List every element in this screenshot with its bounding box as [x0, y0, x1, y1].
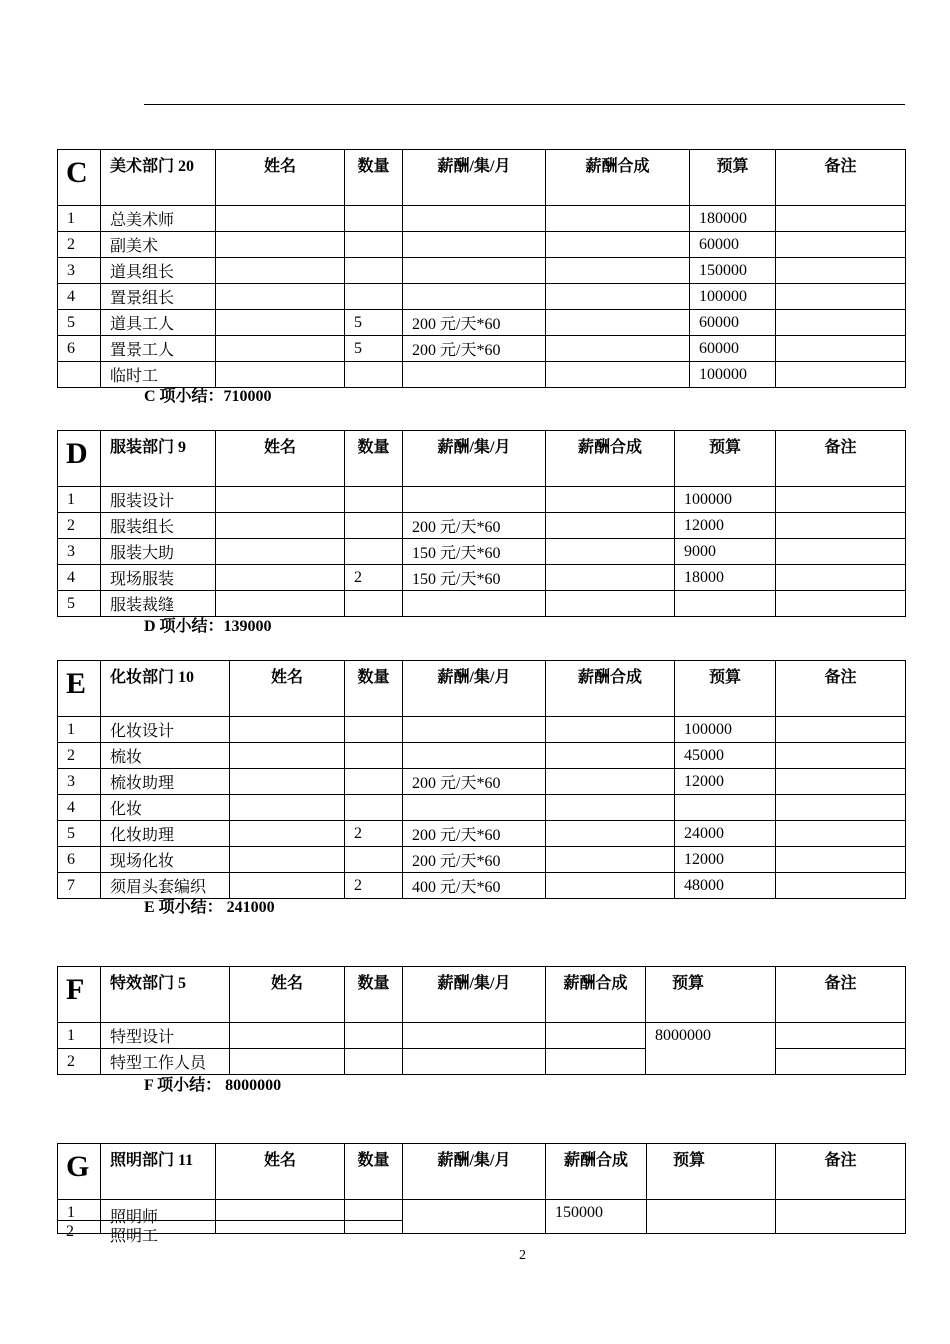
cell-notes — [776, 258, 906, 284]
cell-pay-total — [546, 284, 690, 310]
subtotal-f: F 项小结： 8000000 — [144, 1077, 282, 1094]
cell-qty — [345, 591, 403, 617]
table-row — [58, 1023, 906, 1049]
col-header-qty: 数量 — [345, 1144, 403, 1200]
cell-no: 1 — [58, 206, 101, 232]
cell-budget — [675, 591, 776, 617]
cell-pay-total — [546, 591, 675, 617]
cell-pay-total — [546, 769, 675, 795]
cell-pay-total — [546, 232, 690, 258]
cell-notes — [776, 847, 906, 873]
col-header-name: 姓名 — [230, 967, 345, 1023]
cell-pay — [403, 284, 546, 310]
cell-notes — [776, 873, 906, 899]
table-row — [58, 565, 906, 591]
cell-qty — [345, 513, 403, 539]
cell-notes — [776, 310, 906, 336]
department-title: 服装部门 9 — [101, 431, 216, 487]
col-header-qty: 数量 — [345, 661, 403, 717]
cell-notes — [776, 336, 906, 362]
section-letter: E — [58, 661, 101, 717]
cell-role: 现场服装 — [101, 565, 216, 591]
cell-pay — [403, 1200, 546, 1234]
cell-budget: 12000 — [675, 847, 776, 873]
cell-role: 置景组长 — [101, 284, 216, 310]
cell-qty — [345, 717, 403, 743]
cell-no: 5 — [58, 821, 101, 847]
cell-pay-total — [546, 795, 675, 821]
cell-pay: 200 元/天*60 — [403, 847, 546, 873]
col-header-qty: 数量 — [345, 150, 403, 206]
department-title: 化妆部门 10 — [101, 661, 230, 717]
cell-pay — [403, 743, 546, 769]
cell-role: 照明工 — [110, 1228, 159, 1245]
col-header-notes: 备注 — [776, 661, 906, 717]
cell-name — [216, 1200, 345, 1234]
cell-role: 总美术师 — [101, 206, 216, 232]
cell-no: 1 — [58, 1023, 101, 1049]
cell-no: 3 — [58, 539, 101, 565]
subtotal-c: C 项小结：710000 — [144, 388, 272, 405]
cell-notes — [776, 1200, 906, 1234]
cell-notes — [776, 821, 906, 847]
col-header-name: 姓名 — [216, 431, 345, 487]
cell-pay-total — [546, 1023, 646, 1049]
table-row — [58, 487, 906, 513]
table-header-row — [58, 431, 906, 487]
col-header-pay: 薪酬/集/月 — [403, 431, 546, 487]
cell-pay — [403, 487, 546, 513]
table-row — [58, 284, 906, 310]
cell-no: 3 — [58, 258, 101, 284]
row-divider — [57, 1220, 402, 1221]
cell-budget: 12000 — [675, 769, 776, 795]
cell-budget — [675, 795, 776, 821]
table-row — [58, 1200, 906, 1234]
cell-pay-total — [546, 336, 690, 362]
cell-role: 道具组长 — [101, 258, 216, 284]
cell-pay-total — [546, 847, 675, 873]
cell-qty — [345, 362, 403, 388]
cell-role: 特型设计 — [101, 1023, 230, 1049]
cell-qty: 5 — [345, 336, 403, 362]
table-row — [58, 1049, 906, 1075]
cell-name — [230, 717, 345, 743]
col-header-name: 姓名 — [216, 150, 345, 206]
cell-notes — [776, 769, 906, 795]
cell-no: 2 — [58, 743, 101, 769]
col-header-pay-total: 薪酬合成 — [546, 431, 675, 487]
cell-pay: 200 元/天*60 — [403, 769, 546, 795]
cell-no: 6 — [58, 336, 101, 362]
col-header-budget: 预算 — [675, 431, 776, 487]
cell-no: 4 — [58, 795, 101, 821]
cell-role: 服装大助 — [101, 539, 216, 565]
cell-notes — [776, 284, 906, 310]
cell-budget: 18000 — [675, 565, 776, 591]
cell-name — [216, 232, 345, 258]
cell-role: 服装设计 — [101, 487, 216, 513]
section-e-table — [57, 660, 906, 899]
cell-no: 4 — [58, 284, 101, 310]
table-row — [58, 847, 906, 873]
cell-name — [230, 847, 345, 873]
cell-pay-total — [546, 1049, 646, 1075]
cell-no: 1 — [58, 717, 101, 743]
cell-name — [230, 769, 345, 795]
cell-name — [216, 258, 345, 284]
cell-pay-total — [546, 873, 675, 899]
cell-budget: 8000000 — [646, 1023, 776, 1075]
table-row — [58, 513, 906, 539]
col-header-pay: 薪酬/集/月 — [403, 1144, 546, 1200]
cell-budget: 9000 — [675, 539, 776, 565]
cell-name — [216, 565, 345, 591]
cell-pay — [403, 258, 546, 284]
cell-pay-total — [546, 565, 675, 591]
table-row — [58, 769, 906, 795]
table-row — [58, 206, 906, 232]
cell-qty: 2 — [345, 565, 403, 591]
cell-pay — [403, 1023, 546, 1049]
cell-pay: 200 元/天*60 — [403, 336, 546, 362]
cell-name — [230, 1023, 345, 1049]
cell-qty: 5 — [345, 310, 403, 336]
cell-no — [58, 362, 101, 388]
cell-notes — [776, 513, 906, 539]
cell-qty — [345, 539, 403, 565]
cell-name — [216, 336, 345, 362]
cell-notes — [776, 591, 906, 617]
section-letter: C — [58, 150, 101, 206]
cell-no: 2 — [66, 1223, 74, 1240]
cell-pay-total — [546, 258, 690, 284]
col-header-name: 姓名 — [216, 1144, 345, 1200]
cell-pay — [403, 362, 546, 388]
cell-role: 服装裁缝 — [101, 591, 216, 617]
cell-name — [230, 1049, 345, 1075]
cell-no: 3 — [58, 769, 101, 795]
cell-budget: 48000 — [675, 873, 776, 899]
col-header-qty: 数量 — [345, 967, 403, 1023]
cell-qty — [345, 769, 403, 795]
cell-notes — [776, 362, 906, 388]
cell-no: 4 — [58, 565, 101, 591]
table-row — [58, 821, 906, 847]
cell-qty — [345, 206, 403, 232]
cell-budget: 12000 — [675, 513, 776, 539]
cell-notes — [776, 232, 906, 258]
cell-role: 化妆 — [101, 795, 230, 821]
cell-name — [216, 206, 345, 232]
cell-role: 照明师 — [101, 1200, 216, 1234]
table-header-row — [58, 1144, 906, 1200]
cell-budget: 180000 — [690, 206, 776, 232]
cell-name — [216, 539, 345, 565]
cell-no: 1 — [58, 487, 101, 513]
cell-name — [216, 487, 345, 513]
cell-pay-total: 150000 — [546, 1200, 647, 1234]
cell-pay: 400 元/天*60 — [403, 873, 546, 899]
cell-no: 5 — [58, 591, 101, 617]
cell-budget: 100000 — [690, 362, 776, 388]
cell-budget: 60000 — [690, 310, 776, 336]
col-header-notes: 备注 — [776, 967, 906, 1023]
table-header-row — [58, 661, 906, 717]
col-header-qty: 数量 — [345, 431, 403, 487]
cell-qty — [345, 743, 403, 769]
cell-name — [230, 821, 345, 847]
table-row — [58, 743, 906, 769]
col-header-name: 姓名 — [230, 661, 345, 717]
cell-budget: 60000 — [690, 336, 776, 362]
cell-qty: 2 — [345, 873, 403, 899]
cell-qty — [345, 284, 403, 310]
cell-budget: 100000 — [690, 284, 776, 310]
cell-role: 化妆设计 — [101, 717, 230, 743]
col-header-budget: 预算 — [646, 967, 776, 1023]
cell-role: 临时工 — [101, 362, 216, 388]
cell-pay — [403, 717, 546, 743]
cell-pay: 200 元/天*60 — [403, 310, 546, 336]
cell-qty — [345, 1049, 403, 1075]
col-header-pay-total: 薪酬合成 — [546, 967, 646, 1023]
cell-pay: 200 元/天*60 — [403, 513, 546, 539]
cell-no: 2 — [58, 1049, 101, 1075]
table-row — [58, 232, 906, 258]
cell-notes — [776, 539, 906, 565]
cell-budget: 150000 — [690, 258, 776, 284]
cell-pay-total — [546, 362, 690, 388]
cell-pay — [403, 591, 546, 617]
cell-qty — [345, 1023, 403, 1049]
col-header-budget: 预算 — [647, 1144, 776, 1200]
cell-role: 副美术 — [101, 232, 216, 258]
col-header-pay: 薪酬/集/月 — [403, 967, 546, 1023]
cell-pay-total — [546, 717, 675, 743]
cell-notes — [776, 206, 906, 232]
table-row — [58, 310, 906, 336]
subtotal-d: D 项小结：139000 — [144, 618, 272, 635]
col-header-pay: 薪酬/集/月 — [403, 661, 546, 717]
table-row — [58, 717, 906, 743]
cell-role: 须眉头套编织 — [101, 873, 230, 899]
cell-qty — [345, 847, 403, 873]
section-letter: G — [58, 1144, 101, 1200]
cell-pay: 200 元/天*60 — [403, 821, 546, 847]
section-d-table — [57, 430, 906, 617]
col-header-budget: 预算 — [675, 661, 776, 717]
section-f-table — [57, 966, 906, 1075]
table-header-row — [58, 967, 906, 1023]
cell-notes — [776, 1049, 906, 1075]
cell-name — [216, 284, 345, 310]
col-header-notes: 备注 — [776, 1144, 906, 1200]
cell-budget: 100000 — [675, 717, 776, 743]
cell-pay-total — [546, 539, 675, 565]
cell-name — [216, 513, 345, 539]
cell-role: 服装组长 — [101, 513, 216, 539]
subtotal-e: E 项小结： 241000 — [144, 899, 275, 916]
cell-pay-total — [546, 487, 675, 513]
cell-role: 梳妆 — [101, 743, 230, 769]
cell-role: 化妆助理 — [101, 821, 230, 847]
cell-qty — [345, 1200, 403, 1234]
section-letter: D — [58, 431, 101, 487]
page-number: 2 — [519, 1248, 526, 1263]
col-header-pay-total: 薪酬合成 — [546, 661, 675, 717]
cell-pay — [403, 795, 546, 821]
cell-no: 1 — [58, 1200, 101, 1234]
table-row — [58, 795, 906, 821]
cell-role: 道具工人 — [101, 310, 216, 336]
cell-no: 5 — [58, 310, 101, 336]
table-row — [58, 539, 906, 565]
col-header-budget: 预算 — [690, 150, 776, 206]
section-letter: F — [58, 967, 101, 1023]
table-header-row — [58, 150, 906, 206]
cell-role: 梳妆助理 — [101, 769, 230, 795]
col-header-notes: 备注 — [776, 150, 906, 206]
table-row — [58, 258, 906, 284]
cell-pay: 150 元/天*60 — [403, 565, 546, 591]
cell-role: 现场化妆 — [101, 847, 230, 873]
cell-role: 特型工作人员 — [101, 1049, 230, 1075]
cell-pay-total — [546, 310, 690, 336]
cell-qty — [345, 795, 403, 821]
cell-budget: 24000 — [675, 821, 776, 847]
department-title: 特效部门 5 — [101, 967, 230, 1023]
cell-notes — [776, 795, 906, 821]
cell-qty — [345, 232, 403, 258]
table-row — [58, 336, 906, 362]
header-rule — [144, 104, 905, 105]
cell-pay-total — [546, 743, 675, 769]
cell-budget: 60000 — [690, 232, 776, 258]
cell-no: 7 — [58, 873, 101, 899]
cell-no: 2 — [58, 513, 101, 539]
cell-pay-total — [546, 821, 675, 847]
cell-role: 置景工人 — [101, 336, 216, 362]
cell-no: 6 — [58, 847, 101, 873]
cell-pay-total — [546, 206, 690, 232]
cell-pay — [403, 1049, 546, 1075]
cell-pay-total — [546, 513, 675, 539]
col-header-pay-total: 薪酬合成 — [546, 1144, 647, 1200]
cell-qty: 2 — [345, 821, 403, 847]
cell-qty — [345, 258, 403, 284]
cell-notes — [776, 743, 906, 769]
cell-notes — [776, 487, 906, 513]
cell-name — [230, 743, 345, 769]
section-c-table — [57, 149, 906, 388]
col-header-notes: 备注 — [776, 431, 906, 487]
cell-name — [230, 795, 345, 821]
cell-budget: 100000 — [675, 487, 776, 513]
cell-no: 2 — [58, 232, 101, 258]
department-title: 照明部门 11 — [101, 1144, 216, 1200]
col-header-pay: 薪酬/集/月 — [403, 150, 546, 206]
cell-budget: 45000 — [675, 743, 776, 769]
cell-pay — [403, 206, 546, 232]
col-header-pay-total: 薪酬合成 — [546, 150, 690, 206]
cell-qty — [345, 487, 403, 513]
cell-notes — [776, 1023, 906, 1049]
cell-notes — [776, 717, 906, 743]
department-title: 美术部门 20 — [101, 150, 216, 206]
cell-notes — [776, 565, 906, 591]
cell-pay: 150 元/天*60 — [403, 539, 546, 565]
cell-pay — [403, 232, 546, 258]
cell-budget — [647, 1200, 776, 1234]
cell-name — [216, 310, 345, 336]
